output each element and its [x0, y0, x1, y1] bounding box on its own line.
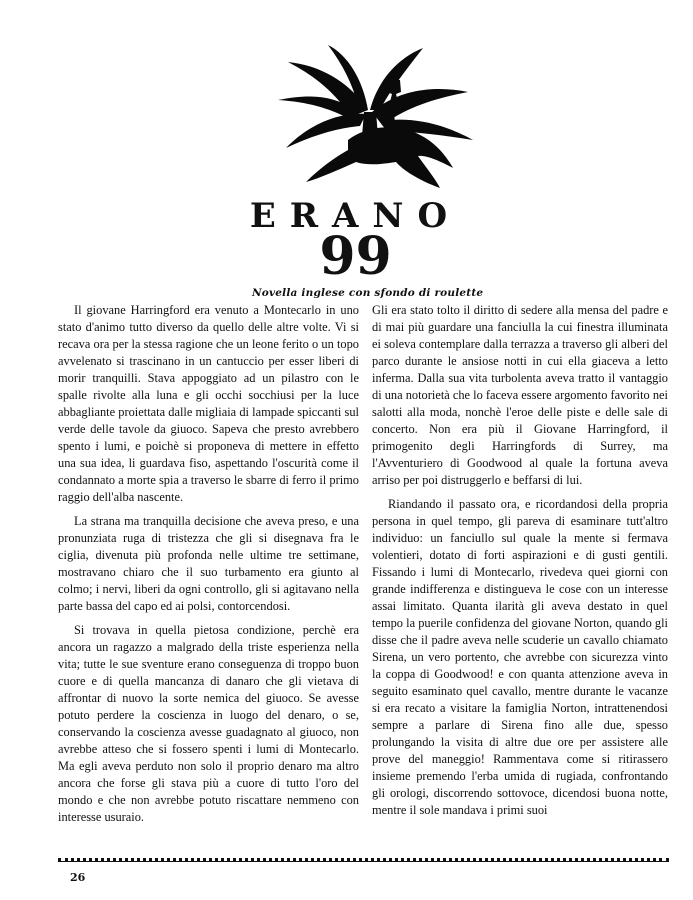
left-column [58, 302, 359, 826]
page-number: 26 [70, 871, 86, 884]
paragraph: Gli era stato tolto il diritto di sedere alla mensa del padre e di mai più guardare una fanciulla la cui finestra illuminata ei soleva contemplare dalla terrazza a traverso gli alberi del parco durante le ansiose notti in cui ella giaceva a letto inferma. Dalla sua vita turbolenta aveva tratto il vantaggio di una notorietà che lo faceva essere argomento favorito nei salotti alla moda, nonchè l'eroe delle piste e delle sale di concerto. Non era più il Giovane Harringford, il primogenito degli Harringfords di Surrey, ma l'Avventuriero di Goodwood al quale la fortuna aveva arriso per poi distruggerlo e beffarsi di lui. [372, 303, 668, 487]
paragraph: La strana ma tranquilla decisione che aveva preso, e una pronunziata ruga di tristezza che gli si disegnava fra le ciglia, divenuta più profonda nelle ultime tre settimane, mostravano chiaro che il suo turbamento era giunto al colmo; i nervi, liberi da ogni controllo, gli si agitavano nella parte bassa del capo ed ai polsi, contorcendosi. [58, 514, 359, 613]
paragraph: Il giovane Harringford era venuto a Montecarlo in uno stato d'animo tutto diverso da quello delle altre volte. Vi si recava ora per la stessa ragione che un leone ferito o un topo avvelenato si trascinano in un cantuccio per esser liberi di morir tranquilli. Stava appoggiato ad un pilastro con le spalle rivolte alla luna e gli occhi socchiusi per la luce abbagliante proiettata dalle migliaia di lampade spiccanti sul verde delle tavole da giuoco. Sapeva che presto avrebbero spento i lumi, e poichè si proponeva di mettere in effetto una sua idea, li guardava fiso, aspettando l'oscurità come il condannato a morte spia a traverso le sbarre di ferro il primo raggio dell'alba nascente. [58, 303, 359, 504]
title-word: ERANO [249, 196, 462, 236]
right-column [372, 302, 668, 819]
subtitle: Novella inglese con sfondo di roulette [252, 287, 484, 299]
title-number: 99 [319, 226, 392, 287]
palm-and-horseman-illustration [268, 40, 478, 190]
paragraph: Si trovava in quella pietosa condizione, perchè era ancora un ragazzo a malgrado della triste esperienza nella vita; tutte le sue sventure erano conseguenza di troppo buon cuore e di quella mancanza di danaro che gli vietava di affrontar di nuovo la sorte nemica del giuoco. Se avesse potuto perdere la coscienza in luogo del denaro, o se, conservando la coscienza avesse guadagnato al giuoco, non avrebbe atteso che si fossero spenti i lumi di Montecarlo. Ma egli aveva perduto non solo il proprio denaro ma altro ancora che forse gli stava più a cuore di tutto l'oro del mondo e che non avrebbe potuto riscattare nemmeno con interesse usuraio. [58, 623, 359, 824]
paragraph: Riandando il passato ora, e ricordandosi della propria persona in quel tempo, gli pareva di esaminare tutt'altro individuo: un fanciullo sul quale la mente si fermava volentieri, dotato di forti aspirazioni e di gusti gentili. Fissando i lumi di Montecarlo, rivedeva quei giorni con grande indifferenza e distingueva le cose con un interesse assai limitato. Quanta ilarità gli aveva destato in quel tempo la puerile confidenza del giovane Norton, quando gli disse che il padre aveva nelle scuderie un cavallo chiamato Sirena, un vero portento, che avrebbe con sicurezza vinto la coppa di Goodwood! e con quanta attenzione aveva in seguito esaminato quel cavallo, mentre durante le vacanze si era recato a visitare la famiglia Norton, intrattenendosi sempre a parlare di Sirena fino alle due, spesso prolungando la visita di altre due ore per assistere alle prove del maneggio! Rammentava come si ritirassero insieme premendo l'erba umida di rugiada, confrontando gli orologi, discorrendo sottovoce, dicendosi buona notte, mentre il sole mandava i primi suoi [372, 497, 668, 817]
footer-rule [58, 861, 669, 862]
